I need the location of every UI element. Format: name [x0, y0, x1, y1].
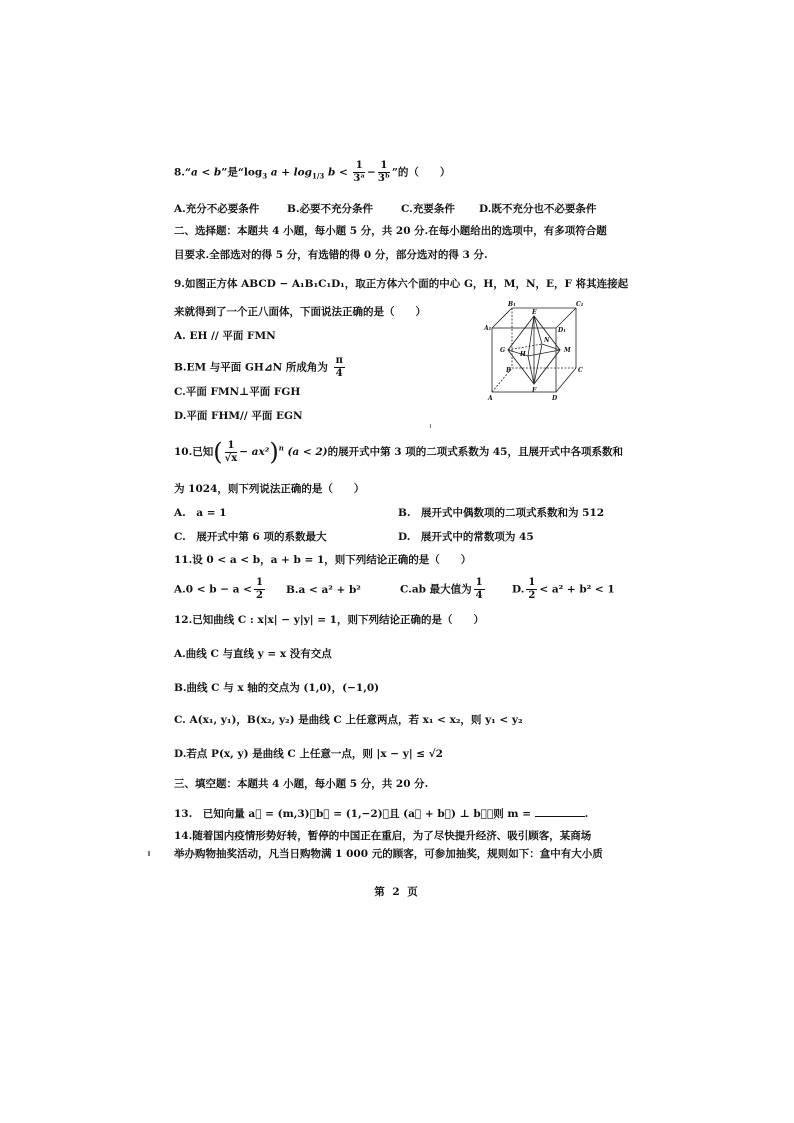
fig-label-h: H	[520, 351, 526, 358]
section2-instructions-line2: 目要求.全部选对的得 5 分，有选错的得 0 分，部分选对的得 3 分.	[174, 249, 488, 261]
fig-label-c: C	[578, 367, 583, 374]
q10-right-paren: )	[269, 438, 279, 466]
q8-log1-base: 3	[262, 171, 268, 181]
q8-prefix: 8.“	[174, 166, 192, 179]
section3-instructions: 三、填空题：本题共 4 小题，每小题 5 分，共 20 分.	[174, 778, 429, 790]
q11-option-d	[512, 578, 615, 601]
fig-label-a1: A₁	[484, 325, 492, 332]
q12-option-c: C. A(x₁, y₁)，B(x₂, y₂) 是曲线 C 上任意两点，若 x₁ < x₂，则 y₁ < y₂	[174, 714, 523, 726]
q9-stem-line2: 来就得到了一个正八面体，下面说法正确的是（ ）	[174, 306, 426, 318]
fig-label-n: N	[544, 337, 550, 344]
fig-label-e: E	[532, 309, 537, 316]
q12-option-b: B.曲线 C 与 x 轴的交点为 (1,0)，(−1,0)	[174, 682, 380, 694]
q8-stem	[174, 161, 450, 184]
q10-rest: 的展开式中第 3 项的二项式系数为 45，且展开式中各项系数和	[327, 446, 623, 458]
q13-stem	[174, 806, 588, 821]
q8-option-d: D.既不充分也不必要条件	[479, 203, 597, 215]
q11-option-c	[400, 578, 487, 601]
q10-condition: (a < 2)	[287, 446, 328, 458]
fig-label-b1: B₁	[508, 301, 516, 308]
q14-stem-line2: 举办购物抽奖活动，凡当日购物满 1 000 元的顾客，可参加抽奖，规则如下：盒中有大小质	[174, 848, 603, 860]
q9-option-d: D.平面 FHM// 平面 EGN	[174, 410, 303, 422]
q10-prefix: 10.已知	[174, 446, 214, 458]
q9-option-b	[174, 356, 347, 379]
q8-suffix: ”的（ ）	[391, 166, 451, 179]
q9-option-c: C.平面 FMN⊥平面 FGH	[174, 386, 301, 398]
q11-stem: 11.设 0 < a < b，a + b = 1，则下列结论正确的是（ ）	[174, 554, 472, 566]
q12-option-d: D.若点 P(x, y) 是曲线 C 上任意一点，则 |x − y| ≤ √2	[174, 748, 443, 760]
q11-option-a-text: A.0 < b − a <	[174, 583, 252, 596]
q8-option-a: A.充分不必要条件	[174, 203, 260, 215]
q8-frac2: $\frac{1}{\text{3ᵇ}}$	[377, 160, 390, 184]
q11-option-c-text: C.ab 最大值为	[400, 583, 472, 596]
fig-label-c1: C₁	[576, 301, 584, 308]
q14-stem-line1: 14.随着国内疫情形势好转，暂停的中国正在重启，为了尽快提升经济、吸引顾客，某商场	[174, 830, 592, 842]
q11-option-c-frac: $\frac{1}{4}$	[475, 577, 483, 601]
q13-answer-blank	[535, 806, 585, 817]
fig-label-b: B	[506, 367, 512, 374]
q9-option-a: A. EH // 平面 FMN	[174, 330, 276, 342]
q8-option-c: C.充要条件	[401, 203, 455, 215]
q10-left-paren: (	[213, 438, 223, 466]
q10-option-a: A. a = 1	[174, 507, 227, 519]
q8-option-b: B.必要不充分条件	[287, 203, 374, 215]
q11-option-b: B.a < a² + b²	[286, 584, 361, 596]
q8-lt: b <	[327, 166, 348, 179]
fig-label-f: F	[532, 387, 537, 394]
q12-stem: 12.已知曲线 C : x|x| − y|y| = 1，则下列结论正确的是（ ）	[174, 614, 484, 626]
scan-speck	[430, 424, 431, 428]
q8-log2-base: 1/3	[312, 171, 325, 181]
q10-stem-line2: 为 1024，则下列说法正确的是（ ）	[174, 483, 365, 495]
q13-period: .	[584, 808, 589, 820]
q8-log2: a + log	[270, 166, 312, 179]
q11-option-a	[174, 578, 267, 601]
section2-instructions-line1: 二、选择题：本题共 4 小题，每小题 5 分，共 20 分.在每小题给出的选项中，有多项符合题	[174, 225, 607, 237]
q8-minus: −	[367, 166, 376, 179]
q10-option-d: D. 展开式中的常数项为 45	[398, 531, 534, 543]
q11-option-d-frac: $\frac{1}{2}$	[528, 577, 536, 601]
q10-stem-line1	[174, 440, 623, 464]
q10-mid: − ax²	[239, 446, 270, 458]
q12-option-a: A.曲线 C 与直线 y = x 没有交点	[174, 648, 332, 660]
fig-label-m: M	[564, 347, 571, 354]
q8-mid1: ”是“	[221, 166, 244, 179]
q10-option-b: B. 展开式中偶数项的二项式系数和为 512	[398, 507, 605, 519]
q9-option-b-frac: $\frac{\pi}{4}$	[335, 355, 343, 379]
page-number: 第 2 页	[374, 886, 420, 898]
fig-label-d: D	[552, 395, 558, 402]
q11-option-d-text: < a² + b² < 1	[539, 583, 615, 596]
q10-exponent: n	[278, 443, 284, 453]
q11-option-a-frac: $\frac{1}{2}$	[255, 577, 263, 601]
q9-stem-line1: 9.如图正方体 ABCD − A₁B₁C₁D₁，取正方体六个面的中心 G，H，M，N，E，F 将其连接起	[174, 278, 629, 290]
fig-label-g: G	[500, 347, 506, 354]
cube-octahedron-figure	[484, 298, 596, 402]
q11-option-d-prefix: D.	[512, 583, 525, 596]
q13-text: 13. 已知向量 a⃗ = (m,3)，b⃗ = (1,−2)，且 (a⃗ + b⃗) ⊥ b⃗，则 m =	[174, 808, 531, 820]
fig-label-d1: D₁	[558, 327, 566, 334]
q9-option-b-text: B.EM 与平面 GH⊿N 所成角为	[174, 361, 328, 374]
q8-log1: log	[243, 166, 263, 179]
q10-frac: $\frac{1}{√x}$	[224, 439, 238, 464]
scan-speck	[148, 851, 150, 856]
q10-option-c: C. 展开式中第 6 项的系数最大	[174, 531, 327, 543]
q8-frac1: $\frac{1}{\text{3ᵃ}}$	[353, 160, 366, 184]
q8-cond1: a < b	[191, 166, 222, 179]
fig-label-a: A	[488, 395, 493, 402]
